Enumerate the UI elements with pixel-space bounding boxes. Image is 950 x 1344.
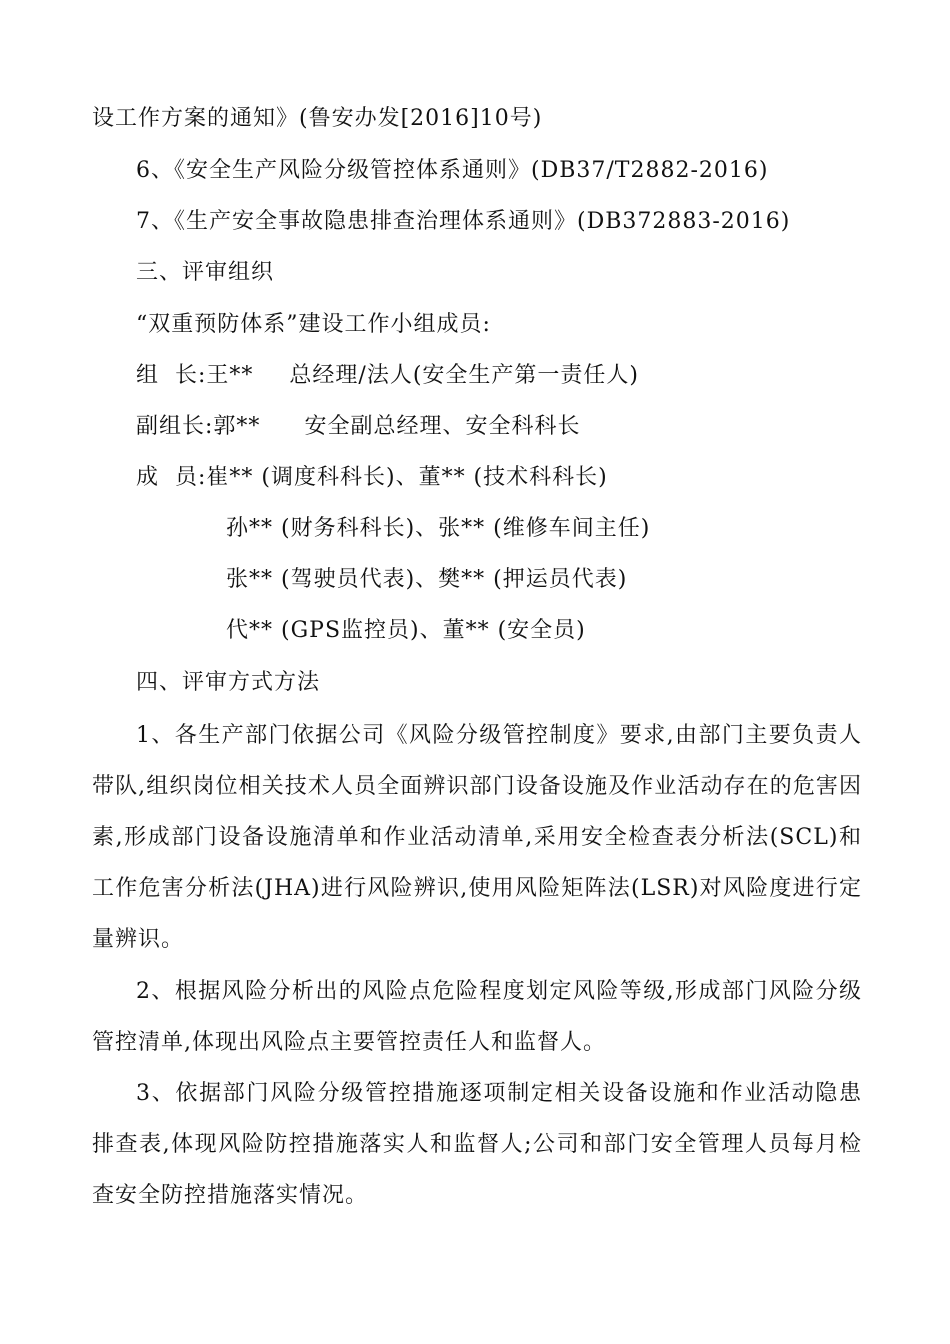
method-paragraph-1: 1、各生产部门依据公司《风险分级管控制度》要求,由部门主要负责人带队,组织岗位相关技术人员全面辨识部门设备设施及作业活动存在的危害因素,形成部门设备设施清单和作业活动清单,采用安全检查表分析法(SCL)和工作危害分析法(JHA)进行风险辨识,使用风险矩阵法(LSR)对风险度进行定量辨识。	[92, 723, 862, 952]
deputy-name: 郭**	[213, 414, 261, 439]
reference-item-7: 7、《生产安全事故隐患排查治理体系通则》(DB372883-2016)	[136, 209, 791, 234]
group-intro: “双重预防体系”建设工作小组成员:	[136, 312, 491, 337]
members-label: 成 员:	[136, 465, 207, 490]
deputy-label: 副组长:	[136, 414, 214, 439]
deputy-row	[136, 412, 580, 442]
member-list-row: 崔** (调度科科长)、董** (技术科科长)	[206, 465, 608, 490]
leader-row	[136, 361, 639, 391]
members-row-1	[136, 463, 608, 493]
members-row-3: 张** (驾驶员代表)、樊** (押运员代表)	[226, 567, 628, 592]
deputy-role: 安全副总经理、安全科科长	[304, 414, 581, 439]
leader-name: 王**	[206, 363, 254, 388]
members-row-2: 孙** (财务科科长)、张** (维修车间主任)	[226, 516, 651, 541]
members-row-4: 代** (GPS监控员)、董** (安全员)	[226, 618, 586, 643]
section-heading-4: 四、评审方式方法	[136, 670, 321, 695]
method-paragraph-2: 2、根据风险分析出的风险点危险程度划定风险等级,形成部门风险分级管控清单,体现出风险点主要管控责任人和监督人。	[92, 979, 862, 1055]
method-paragraph-3: 3、依据部门风险分级管控措施逐项制定相关设备设施和作业活动隐患排查表,体现风险防控措施落实人和监督人;公司和部门安全管理人员每月检查安全防控措施落实情况。	[92, 1081, 862, 1208]
notice-title-continuation: 设工作方案的通知》(鲁安办发[2016]10号)	[92, 106, 543, 131]
section-heading-3: 三、评审组织	[136, 260, 275, 285]
leader-label: 组 长:	[136, 363, 207, 388]
leader-role: 总经理/法人(安全生产第一责任人)	[289, 363, 640, 388]
reference-item-6: 6、《安全生产风险分级管控体系通则》(DB37/T2882-2016)	[136, 158, 769, 183]
